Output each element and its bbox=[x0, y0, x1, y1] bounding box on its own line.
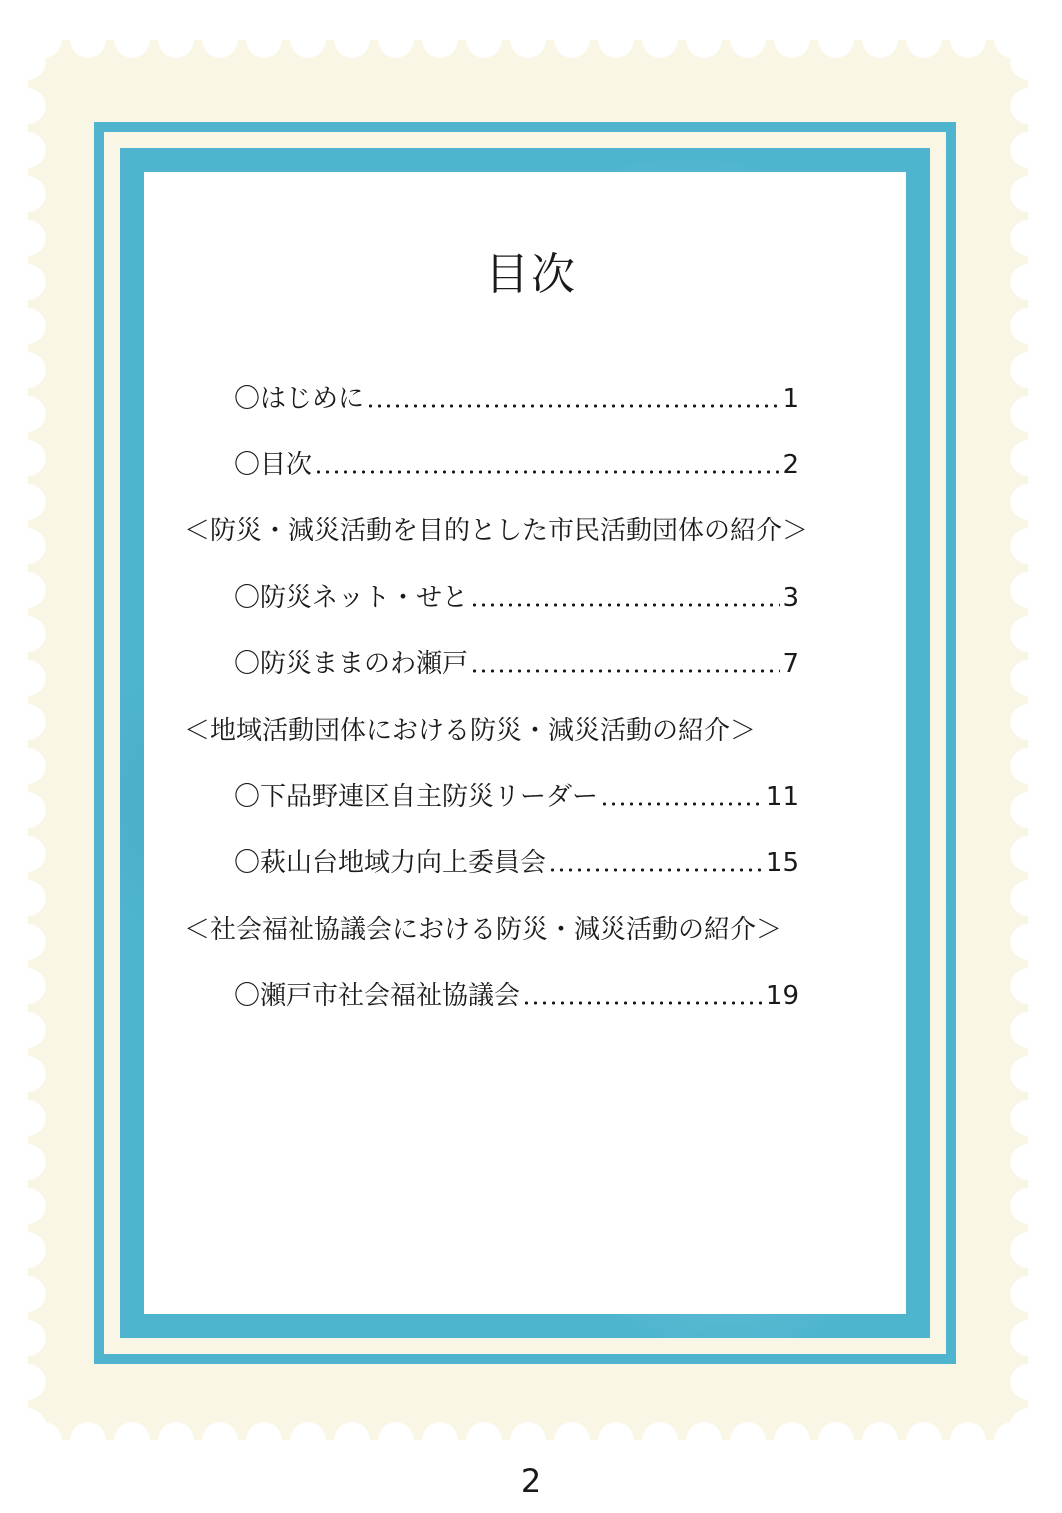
toc-entry-label: 〇はじめに bbox=[234, 384, 365, 414]
toc-entry-page: 2 bbox=[782, 450, 799, 480]
toc-entry[interactable] bbox=[234, 978, 799, 1014]
dot-leader bbox=[470, 603, 780, 607]
toc-entry[interactable] bbox=[234, 646, 799, 682]
toc-entry[interactable] bbox=[234, 580, 799, 616]
toc-section-heading bbox=[184, 713, 756, 749]
page-title: 目次 bbox=[485, 249, 577, 300]
dot-leader bbox=[522, 1001, 764, 1005]
dot-leader bbox=[470, 669, 780, 673]
toc-section-heading bbox=[184, 912, 782, 948]
toc-heading-label: ＜地域活動団体における防災・減災活動の紹介＞ bbox=[184, 716, 757, 746]
toc-entry-page: 11 bbox=[765, 782, 799, 812]
toc-entry[interactable] bbox=[234, 779, 799, 815]
page-number: 2 bbox=[520, 1462, 542, 1500]
toc-entry[interactable] bbox=[234, 845, 799, 881]
toc-entry-page: 7 bbox=[782, 649, 799, 679]
toc-entry-label: 〇下品野連区自主防災リーダー bbox=[234, 782, 599, 812]
toc-entry-page: 15 bbox=[765, 848, 799, 878]
dot-leader bbox=[548, 868, 764, 872]
toc-entry-label: 〇防災ままのわ瀬戸 bbox=[234, 649, 469, 679]
toc-entry-label: 〇瀬戸市社会福祉協議会 bbox=[234, 981, 521, 1011]
toc-entry-label: 〇萩山台地域力向上委員会 bbox=[234, 848, 547, 878]
toc-entry[interactable] bbox=[234, 381, 799, 417]
toc-entry-label: 〇目次 bbox=[234, 450, 313, 480]
toc-entry-page: 1 bbox=[782, 384, 799, 414]
dot-leader bbox=[366, 404, 780, 408]
toc-entry-label: 〇防災ネット・せと bbox=[234, 583, 469, 613]
toc-heading-label: ＜社会福祉協議会における防災・減災活動の紹介＞ bbox=[184, 915, 783, 945]
toc-entry-page: 3 bbox=[782, 583, 799, 613]
toc-section-heading bbox=[184, 513, 808, 549]
toc-entry[interactable] bbox=[234, 447, 799, 483]
dot-leader bbox=[600, 802, 764, 806]
toc-heading-label: ＜防災・減災活動を目的とした市民活動団体の紹介＞ bbox=[184, 516, 809, 546]
dot-leader bbox=[314, 470, 780, 474]
toc-entry-page: 19 bbox=[765, 981, 799, 1011]
